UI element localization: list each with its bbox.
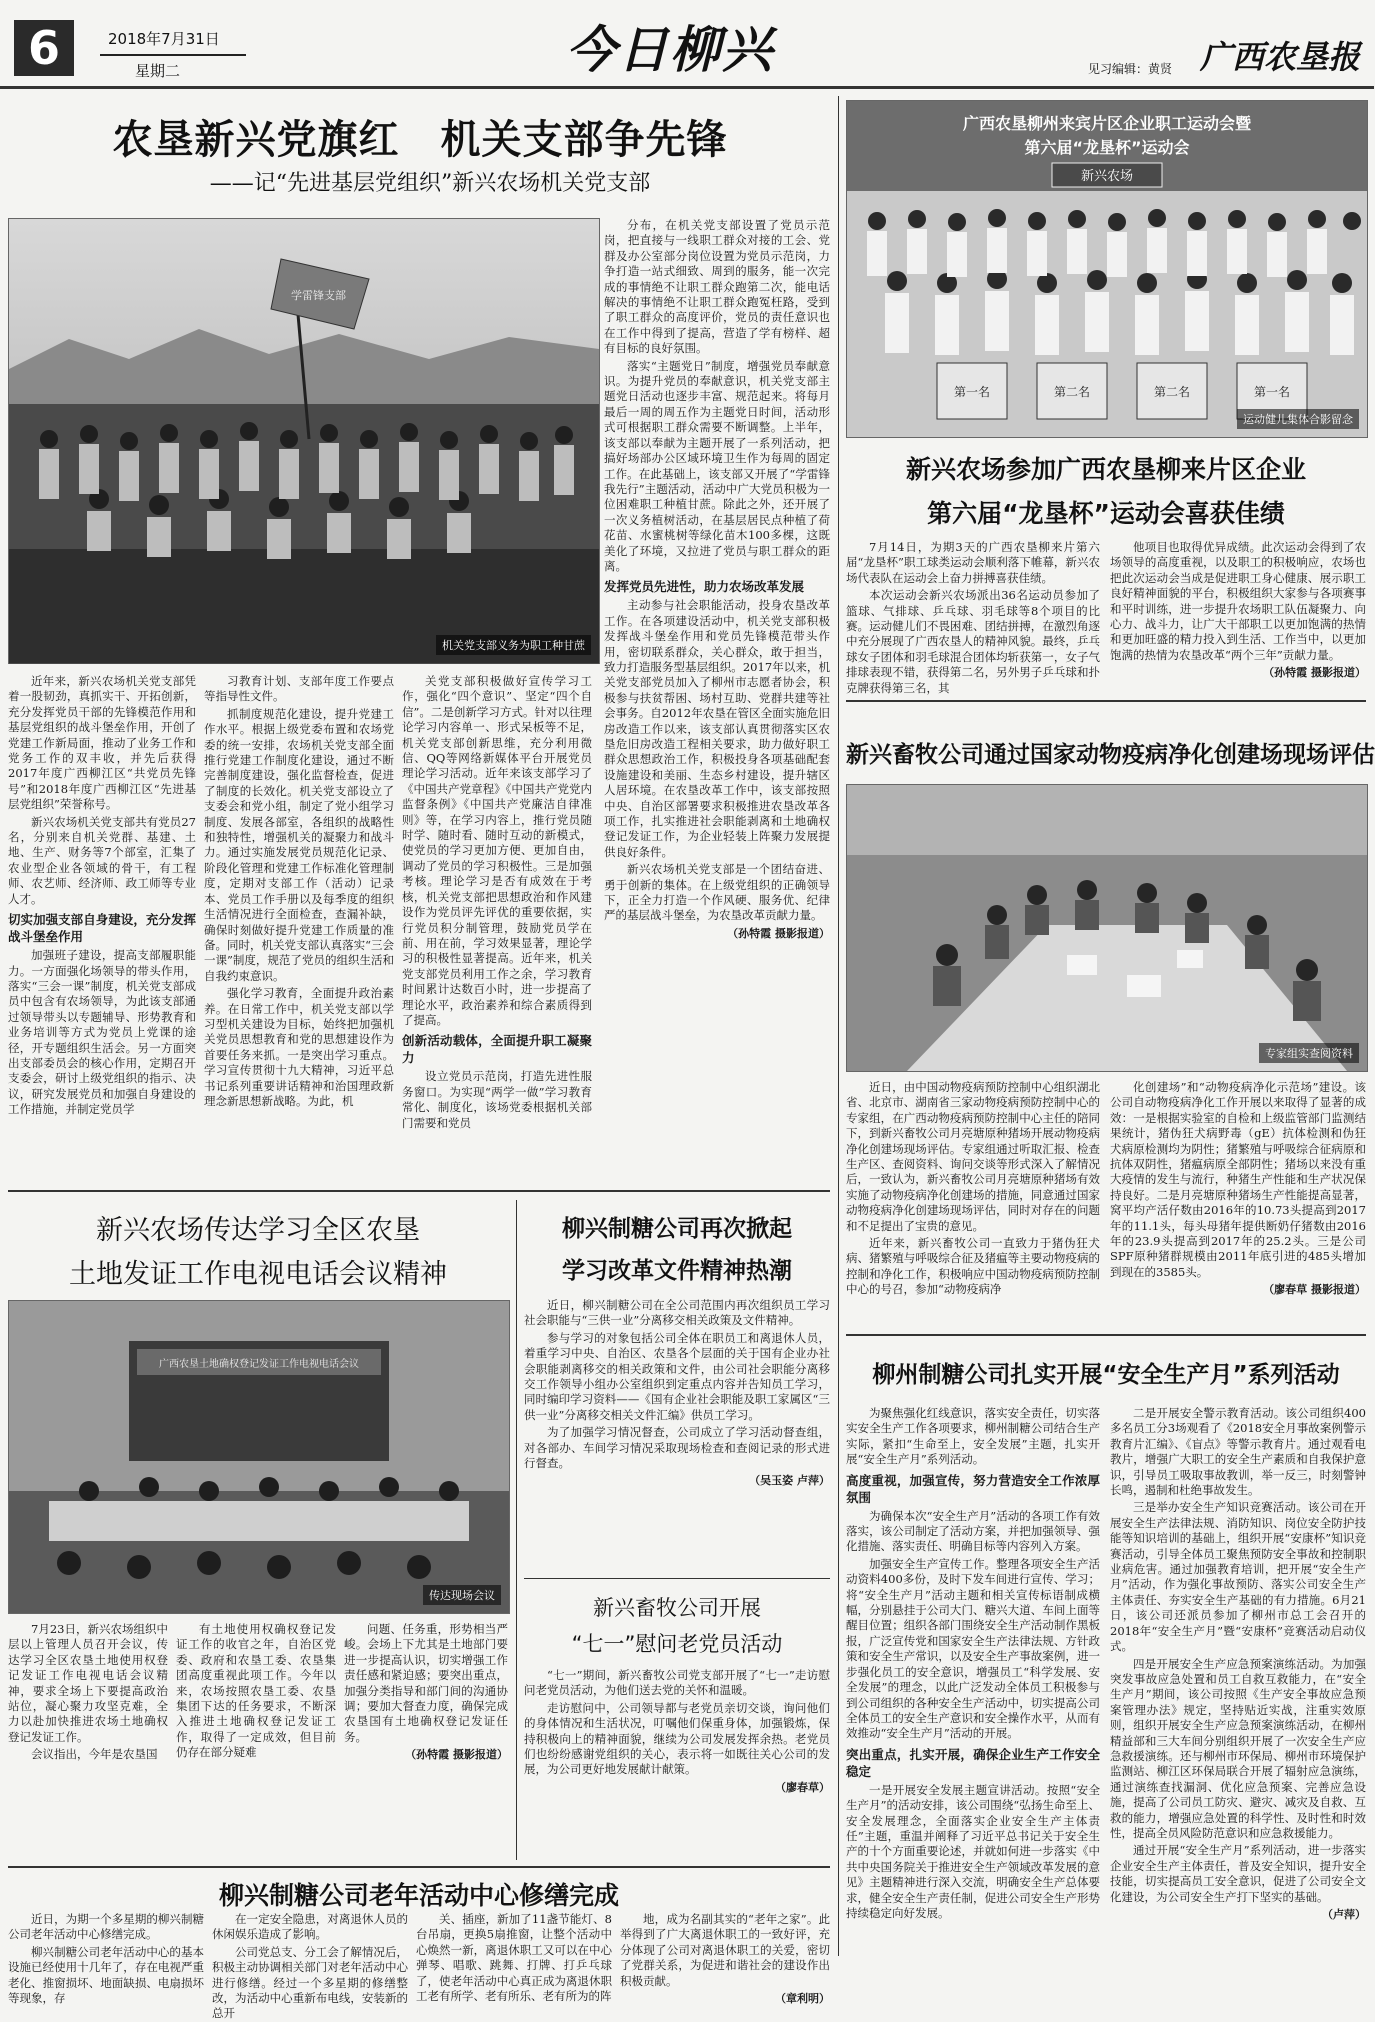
weekday: 星期二 bbox=[135, 62, 181, 80]
divider-vertical bbox=[838, 96, 839, 1956]
flag-text: 学雷锋支部 bbox=[291, 289, 346, 302]
paragraph: 二是开展安全警示教育活动。该公司组织400多名员工分3场观看了《2018安全月事故案例警示教育片汇编》、《盲点》等警示教育片。通过观看电教片，增强广大职工的安全生产素质和自我保护意识，引导员工吸取事故教训，举一反三，时刻警钟长鸣，遏制和杜绝事故发生。 bbox=[1110, 1406, 1366, 1498]
paragraph: 近年来，新兴畜牧公司一直致力于猪伪狂犬病、猪繁殖与呼吸综合征及猪瘟等主要动物疫病的控制和净化工作，积极响应中国动物疫病预防控制中心的号召，参加“动物疫病净 bbox=[846, 1236, 1100, 1297]
conference-photo bbox=[9, 1301, 509, 1613]
article6-title-line1: 新兴畜牧公司开展 bbox=[593, 1596, 761, 1620]
paragraph: 新兴农场机关党支部是一个团结奋进、勇于创新的集体。在上级党组织的正确领导下，正全力打造一个作风硬、服务优、纪律严的基层战斗堡垒，为农垦改革贡献力量。 bbox=[604, 862, 830, 923]
paragraph: 三是举办安全生产知识竞赛活动。该公司在开展安全生产法律法规、消防知识、岗位安全防护技能等知识培训的基础上，组织开展“安康杯”知识竞赛活动，引导全体员工聚焦预防安全事故和控制职业病危害。通过加强教育培训，把开展“安全生产月”活动，作为强化事故预防、落实公司安全生产主体责任、夯实安全生产基础的有力措施。6月21日，该公司还派员参加了柳州市总工会召开的2018年“安全生产月”暨“安康杯”竞赛活动启动仪式。 bbox=[1110, 1500, 1366, 1654]
article1-subtitle: ——记“先进基层党组织”新兴农场机关党支部 bbox=[209, 171, 651, 196]
paragraph: 加强班子建设，提高支部履职能力。一方面强化场领导的带头作用，落实“三会一课”制度，机关党支部成员中包含有农场领导，为此该支部通过领导带头以专题辅导、形势教育和业务培训等方式为党员上党课的途径，开专题组织生活会。另一方面突出支部委员会的核心作用，定期召开支委会，研讨上级党组织的指示、决议，研究发展党员和加强自身建设的工作措施，并制定党员学 bbox=[8, 948, 196, 1117]
photo-banner-line1: 广西农垦柳州来宾片区企业职工运动会暨 bbox=[962, 114, 1252, 133]
paragraph: 关、插座，新加了11盏节能灯、8台吊扇，更换5扇推窗，让整个活动中心焕然一新，离退休职工又可以在中心弹琴、唱歌、跳舞、打牌、打乒乓球了，使老年活动中心真正成为离退休职工老有所学、老有所乐、老有所为的阵 bbox=[416, 1912, 612, 2004]
article5-col1 bbox=[524, 1298, 830, 1572]
party-group-photo bbox=[9, 219, 599, 663]
paragraph: 分布，在机关党支部设置了党员示范岗，把直接与一线职工群众对接的工会、党群及办公室部分岗位设置为党员示范岗，力争打造一站式细致、周到的服务，能一次完成的事情绝不让职工群众跑第二次，能电话解决的事情绝不让职工群众跑冤枉路，受到了职工群众的高度评价，党员的责任意识也在工作中得到了提高，营造了学有榜样、超有目标的良好氛围。 bbox=[604, 218, 830, 356]
article8-col3 bbox=[416, 1912, 612, 2004]
article1-credit: （孙特霞 摄影报道） bbox=[727, 926, 830, 940]
paragraph: 近日，柳兴制糖公司在全公司范围内再次组织员工学习社会职能与“三供一业”分离移交相关政策及文件精神。 bbox=[524, 1298, 830, 1328]
paragraph: 本次运动会新兴农场派出36名运动员参加了篮球、气排球、乒乓球、羽毛球等8个项目的比赛。运动健儿们不畏困难、团结拼搏，在激烈角逐中充分展现了广西农垦人的精神风貌。最终，乒乓球女子团体和羽毛球混合团体均斩获第一，女子气排球表现不错，获得第二名，另外男子乒乓球和扑克牌获得第三名，其 bbox=[846, 588, 1100, 695]
divider-horizontal bbox=[8, 1866, 830, 1868]
article3-credit: （廖春草 摄影报道） bbox=[1263, 1283, 1366, 1297]
article2-col2 bbox=[1110, 540, 1366, 690]
article3-title: 新兴畜牧公司通过国家动物疫病净化创建场现场评估 bbox=[846, 742, 1375, 768]
issue-date: 2018年7月31日 bbox=[108, 30, 220, 48]
paragraph: 为聚焦强化红线意识，落实安全责任，切实落实安全生产工作各项要求，柳州制糖公司结合生产实际，紧扣“生命至上，安全发展”主题，扎实开展“安全生产月”系列活动。 bbox=[846, 1406, 1100, 1467]
article5-credit: （吴玉姿 卢萍） bbox=[749, 1474, 830, 1488]
date-divider bbox=[100, 54, 246, 56]
paragraph: 一是开展安全发展主题宣讲活动。按照“安全生产月”的活动安排，该公司围绕“弘扬生命至上、安全发展理念，全面落实企业安全生产主体责任”主题，重温并阐释了习近平总书记关于安全生产的十个方面重要论述，并就如何进一步落实《中共中央国务院关于推进安全生产领域改革发展的意见》主题精神进行深入交流，明确安全生产总体要求，健全安全生产责任制，促进公司安全生产形势持续稳定向好发展。 bbox=[846, 1782, 1100, 1920]
paragraph: 新兴农场机关党支部共有党员27名，分别来自机关党群、基建、土地、生产、财务等7个部室，汇集了农业型企业各领域的骨干，有工程师、农艺师、经济师、政工师等专业人才。 bbox=[8, 814, 196, 906]
photo-sign: 新兴农场 bbox=[1080, 169, 1134, 184]
article1-col3 bbox=[402, 674, 592, 1179]
divider-horizontal bbox=[846, 700, 1366, 702]
paragraph: 化创建场”和“动物疫病净化示范场”建设。该公司自动物疫病净化工作开展以来取得了显著的成效：一是根据实验室的自检和上级监管部门监测结果统计，猪伪狂犬病野毒（gE）抗体检测和伪狂犬病原检测均为阴性；猪繁殖与呼吸综合征病原和抗体双阴性，猪瘟病原全部阴性；猪场以来没有重大疫情的发生与流行，种猪生产性能和生产状况保持良好。二是月亮塘原种猪场生产性能提高显著，窝平均产活仔数由2016年的10.73头提高到2017年的11.1头，每头母猪年提供断奶仔猪数由2016年的23.9头提高到2017年的25.2头。三是公司SPF原种猪群规模由2011年底引进的485头增加到现在的3585头。 bbox=[1110, 1080, 1366, 1279]
section-title: 今日柳兴 bbox=[566, 20, 774, 79]
divider-horizontal bbox=[846, 1334, 1366, 1336]
article2-photo bbox=[846, 100, 1368, 438]
award-plaque-2: 第二名 bbox=[1053, 385, 1091, 399]
paragraph: 问题、任务重，形势相当严峻。会场上下尤其是土地部门要进一步提高认识，切实增强工作责任感和紧迫感；要突出重点，加强分类指导和部门间的沟通协调；要加大督查力度，确保完成农垦国有土地确权登记发证任务。 bbox=[344, 1622, 508, 1744]
paragraph: “七一”期间，新兴畜牧公司党支部开展了“七一”走访慰问老党员活动，为他们送去党的关怀和温暖。 bbox=[524, 1668, 830, 1698]
paragraph: 通过开展“安全生产月”系列活动，进一步落实企业安全生产主体责任，普及安全知识，提升安全技能，切实提高员工安全意识，促进了公司安全文化建设，为公司安全生产打下坚实的基础。 bbox=[1110, 1843, 1366, 1904]
article4-col3 bbox=[344, 1622, 508, 1862]
article1-title: 农垦新兴党旗红 机关支部争先锋 bbox=[112, 117, 728, 163]
article2-photo-caption: 运动健儿集体合影留念 bbox=[1237, 409, 1359, 429]
paragraph: 关党支部积极做好宣传学习工作，强化“四个意识”、坚定“四个自信”。二是创新学习方式。针对以往理论学习内容单一、形式呆板等不足，机关党支部创新思维，充分利用微信、QQ等网络新媒体平台开展党员理论学习活动。近年来该支部学习了《中国共产党章程》《中国共产党党内监督条例》《中国共产党廉洁自律准则》等，在学习内容上，推行党员随时学、随时看、随时互动的新模式，使党员的学习更加方便、更加自由，调动了党员的学习积极性。三是加强考核。理论学习是否有成效在于考核，机关党支部把思想政治和作风建设作为党员评先评优的重要依据，实行党员积分制管理，鼓励党员学在前、用在前，学习效果显著，理论学习的积极性显著提高。近年来，机关党支部党员利用工作之余，学习教育时间累计达数百小时，进一步提高了理论水平，政治素养和综合素质得到了提高。 bbox=[402, 674, 592, 1027]
article5-title-line2: 学习改革文件精神热潮 bbox=[562, 1258, 792, 1284]
paragraph: 走访慰问中，公司领导都与老党员亲切交谈，询问他们的身体情况和生活状况，叮嘱他们保重身体，加强锻炼，保持积极向上的精神面貌，继续为公司发展发挥余热。老党员们也纷纷感谢党组织的关心，表示将一如既往关心公司的发展，为公司更好地发展献计献策。 bbox=[524, 1700, 830, 1777]
article4-photo bbox=[8, 1300, 510, 1614]
article1-photo bbox=[8, 218, 600, 664]
article1-subheading-1: 切实加强支部自身建设，充分发挥战斗堡垒作用 bbox=[8, 912, 196, 945]
paragraph: 强化学习教育，全面提升政治素养。在日常工作中，机关党支部以学习型机关建设为目标，始终把加强机关党员思想教育和党的思想建设作为首要任务来抓。一是突出学习重点。学习宣传贯彻十九大精神，习近平总书记系列重要讲话精神和治国理政新理念新思想新战略。为此，机 bbox=[204, 986, 394, 1108]
article8-col4 bbox=[620, 1912, 830, 2006]
photo-banner-line2: 第六届“龙垦杯”运动会 bbox=[1024, 138, 1190, 157]
divider-horizontal bbox=[524, 1578, 830, 1579]
article1-col2 bbox=[204, 674, 394, 1179]
article7-col2 bbox=[1110, 1406, 1366, 1960]
article4-photo-caption: 传达现场会议 bbox=[423, 1585, 501, 1605]
paragraph: 为确保本次“安全生产月”活动的各项工作有效落实，该公司制定了活动方案，并把加强领导、强化措施、落实责任、明确目标等内容列入方案。 bbox=[846, 1508, 1100, 1554]
divider-vertical bbox=[516, 1200, 517, 1860]
paragraph: 柳兴制糖公司老年活动中心的基本设施已经使用十几年了，存在电视严重老化、推窗损坏、地面缺损、电扇损坏等现象，存 bbox=[8, 1944, 204, 2006]
meeting-room-photo bbox=[847, 785, 1367, 1071]
paragraph: 抓制度规范化建设，提升党建工作水平。根据上级党委布置和农场党委的统一安排，农场机关党支部全面推行党建工作制度化建设，通过不断完善制度建设，强化监督检查，促进了制度的长效化。机关党支部设立了支委会和党小组，制定了党小组学习制度、发展各部室，各组织的战略性和独特性，增强机关的凝聚力和战斗力。通过实施发展党员规范化记录、阶段化管理和党建工作标准化管理制度，定期对支部工作（活动）记录本、党员工作手册以及每季度的组织生活情况进行全面检查，查漏补缺，确保时刻做好提升党建工作质量的准备。同时，机关党支部认真落实“三会一课”制度，规范了党员的组织生活和自我约束意识。 bbox=[204, 706, 394, 983]
article1-col4 bbox=[604, 218, 830, 1184]
paragraph: 参与学习的对象包括公司全体在职员工和离退休人员，着重学习中央、自治区、农垦各个层面的关于国有企业办社会职能剥离移交的相关政策和文件，由公司社会职能分离移交工作领导小组办公室组织到定重点内容并告知员工学习，同时编印学习资料——《国有企业社会职能及职工家属区“三供一业”分离移交相关文件汇编》供员工学习。 bbox=[524, 1330, 830, 1422]
article5-title-line1: 柳兴制糖公司再次掀起 bbox=[562, 1216, 792, 1242]
masthead-rule bbox=[0, 86, 1374, 89]
article7-subheading-2: 突出重点，扎实开展，确保企业生产工作安全稳定 bbox=[846, 1746, 1100, 1779]
divider-horizontal bbox=[8, 1190, 830, 1192]
article8-col2 bbox=[212, 1912, 408, 2021]
article3-photo bbox=[846, 784, 1368, 1072]
paper-name: 广西农垦报 bbox=[1200, 38, 1361, 76]
article4-col1 bbox=[8, 1622, 168, 1862]
paragraph: 近日，为期一个多星期的柳兴制糖公司老年活动中心修缮完成。 bbox=[8, 1912, 204, 1942]
article7-title: 柳州制糖公司扎实开展“安全生产月”系列活动 bbox=[872, 1362, 1340, 1388]
article7-credit: （卢萍） bbox=[1322, 1908, 1366, 1921]
masthead bbox=[0, 0, 1374, 86]
article4-title-line2: 土地发证工作电视电话会议精神 bbox=[69, 1259, 447, 1290]
article2-title-line1: 新兴农场参加广西农垦柳来片区企业 bbox=[905, 455, 1306, 484]
article3-col1 bbox=[846, 1080, 1100, 1326]
paragraph: 主动参与社会职能活动，投身农垦改革工作。在各项建设活动中，机关党支部积极发挥战斗堡垒作用和党员先锋模范带头作用，密切联系群众，关心群众，敢于担当，致力打造服务型基层组织。2017年以来，机关党支部党员加入了柳州市志愿者协会，积极参与扶贫帮困、场村互助、党群共建等社会事务。自2012年农垦在管区全面实施危旧房改造工作以来，该支部认真贯彻落实区农垦危旧房改造工程相关要求，助力做好职工群众思想政治工作，积极投身各项基础配套设施建设和美丽、生态乡村建设，提升辖区人居环境。在农垦改革工作中，该支部按照中央、自治区部署要求积极推进农垦改革各项工作，扎实推进社会职能剥离和土地确权登记发证工作，为企业轻装上阵聚力发展提供良好条件。 bbox=[604, 598, 830, 859]
article7-col1 bbox=[846, 1406, 1100, 1960]
article2-credit: （孙特霞 摄影报道） bbox=[1263, 666, 1366, 680]
award-plaque-4: 第一名 bbox=[1253, 385, 1291, 399]
paragraph: 7月23日，新兴农场组织中层以上管理人员召开会议，传达学习全区农垦土地使用权登记发证工作电视电话会议精神，要求全场上下要提高政治站位，凝心聚力攻坚克难，全力以赴加快推进农场土地确权登记发证工作。 bbox=[8, 1622, 168, 1744]
paragraph: 设立党员示范岗，打造先进性服务窗口。为实现“两学一做”学习教育常化、制度化，该场党委根据机关部门需要和党员 bbox=[402, 1069, 592, 1130]
editor-credit: 见习编辑：黄贤 bbox=[1088, 62, 1173, 76]
article7-subheading-1: 高度重视，加强宣传，努力营造安全工作浓厚氛围 bbox=[846, 1472, 1100, 1505]
paragraph: 他项目也取得优异成绩。此次运动会得到了农场领导的高度重视，以及职工的积极响应，农场也把此次运动会当成是促进职工身心健康、展示职工良好精神面貌的平台，积极组织大家参与各项赛事和平时训练，进一步提升农场职工队伍凝聚力、向心力、战斗力，让广大干部职工以更加饱满的热情和更加旺盛的精力投入到生活、工作当中，以更加饱满的热情为农垦改革“两个三年”贡献力量。 bbox=[1110, 540, 1366, 662]
screen-text: 广西农垦土地确权登记发证工作电视电话会议 bbox=[159, 1359, 359, 1370]
article8-col1 bbox=[8, 1912, 204, 2006]
paragraph: 四是开展安全生产应急预案演练活动。为加强突发事故应急处置和员工自救互救能力，在“安全生产月”期间，该公司按照《生产安全事故应急预案管理办法》规定，坚持贴近实战，注重实效原则，组织开展安全生产应急预案演练活动，在柳州精益部和三大车间分别组织开展了一次安全生产应急救援演练。还与柳州市环保局、柳州市环境保护监测站、柳江区环保局联合开展了辐射应急演练，通过演练查找漏洞、优化应急预案、完善应急设施，提高了公司员工防灾、避灾、减灾及自救、互救的能力，增强应急处置的科学性、及时性和时效性，提高全员风险防范意识和应急救援能力。 bbox=[1110, 1656, 1366, 1840]
paragraph: 落实“主题党日”制度，增强党员奉献意识。为提升党员的奉献意识，机关党支部主题党日活动也逐步丰富、规范起来。将每月最后一周的周五作为主题党日时间，活动形式可根据职工群众需要不断调整。上半年，该支部以奉献为主题开展了一系列活动，把搞好场部办公区域环境卫生作为每周的固定工作。在此基础上，该支部又开展了“学雷锋我先行”主题活动，活动中广大党员积极为一位困难职工种植甘蔗。除此之外，还开展了一次义务植树活动，在基层居民点种植了荷花苗、水蜜桃树等绿化苗木100多棵，这既美化了环境，又拉进了党员与职工群众的距离。 bbox=[604, 358, 830, 573]
paragraph: 习教育计划、支部年度工作要点等指导性文件。 bbox=[204, 674, 394, 704]
article1-photo-caption: 机关党支部义务为职工种甘蔗 bbox=[436, 635, 591, 655]
article8-title: 柳兴制糖公司老年活动中心修缮完成 bbox=[218, 1881, 619, 1910]
article1-subheading-2: 创新活动载体，全面提升职工凝聚力 bbox=[402, 1033, 592, 1066]
paragraph: 地，成为名副其实的“老年之家”。此举得到了广大离退休职工的一致好评，充分体现了公司对离退休职工的关爱，密切了党群关系，为促进和谐社会的建设作出积极贡献。 bbox=[620, 1912, 830, 1988]
paragraph: 会议指出，今年是农垦国 bbox=[31, 1747, 158, 1762]
paragraph: 7月14日，为期3天的广西农垦柳来片第六届“龙垦杯”职工球类运动会顺利落下帷幕，新兴农场代表队在运动会上奋力拼搏喜获佳绩。 bbox=[846, 540, 1100, 585]
article2-col1 bbox=[846, 540, 1100, 695]
award-plaque-1: 第一名 bbox=[953, 385, 991, 399]
paragraph: 公司党总支、分工会了解情况后，积极主动协调相关部门对老年活动中心进行修缮。经过一个多星期的修缮整改，为活动中心重新布电线，安装新的总开 bbox=[212, 1944, 408, 2021]
article4-title-line1: 新兴农场传达学习全区农垦 bbox=[96, 1215, 420, 1246]
page-number: 6 bbox=[14, 20, 74, 76]
article8-credit: （章利明） bbox=[775, 1992, 830, 2006]
article6-title-line2: “七一”慰问老党员活动 bbox=[571, 1632, 783, 1656]
paragraph: 近日，由中国动物疫病预防控制中心组织湖北省、北京市、湖南省三家动物疫病预防控制中心的专家组，在广西动物疫病预防控制中心主任的陪同下，到新兴畜牧公司月亮塘原种猪场开展动物疫病净化创建场现场评估。专家组通过听取汇报、检查生产区、查阅资料、询问交谈等形式深入了解情况后，一致认为，新兴畜牧公司月亮塘原种猪场有效实施了动物疫病净化创建场的措施，同意通过国家动物疫病净化创建场现场评估，同时对存在的问题和不足提出了宝贵的意见。 bbox=[846, 1080, 1100, 1233]
paragraph: 加强安全生产宣传工作。整理各项安全生产活动资料400多份，及时下发车间进行宣传、学习；将“安全生产月”活动主题和相关宣传标语制成横幅，分别悬挂于公司大门、糖兴大道、车间上面等醒目位置；组织各部门围绕安全生产活动制作黑板报，广泛宣传党和国家安全生产法律法规、方针政策和安全生产常识，以及安全生产事故案例，进一步强化员工的安全意识，增强员工“科学发展、安全发展”的理念，以此广泛发动全体员工积极参与到公司组织的各种安全生产活动中，切实提高公司全体员工的安全生产意识和安全操作水平，从而有效推动“安全生产月”活动的开展。 bbox=[846, 1556, 1100, 1741]
award-plaque-3: 第二名 bbox=[1153, 385, 1191, 399]
article1-subheading-3: 发挥党员先进性，助力农场改革发展 bbox=[604, 579, 805, 595]
article4-credit: （孙特霞 摄影报道） bbox=[405, 1748, 508, 1762]
article2-title-line2: 第六届“龙垦杯”运动会喜获佳绩 bbox=[927, 499, 1285, 528]
article3-photo-caption: 专家组实查阅资料 bbox=[1259, 1043, 1359, 1063]
article6-credit: （廖春草） bbox=[775, 1780, 830, 1794]
article1-col1 bbox=[8, 674, 196, 1179]
paragraph: 为了加强学习情况督查，公司成立了学习活动督查组，对各部办、车间学习情况采取现场检查和查阅记录的形式进行督查。 bbox=[524, 1425, 830, 1471]
article4-col2 bbox=[176, 1622, 336, 1862]
paragraph: 在一定安全隐患，对离退休人员的休闲娱乐造成了影响。 bbox=[212, 1912, 408, 1942]
article3-col2 bbox=[1110, 1080, 1366, 1326]
sports-group-photo bbox=[847, 101, 1367, 437]
paragraph: 近年来，新兴农场机关党支部凭着一股韧劲，真抓实干、开拓创新，充分发挥党员干部的先锋模范作用和基层党组织的战斗堡垒作用，开创了党建工作新局面，推动了业务工作和党务工作的双丰收，并先后获得2017年度广西柳江区“共党员先锋号”和2018年度广西柳江区“先进基层党组织”荣誉称号。 bbox=[8, 674, 196, 812]
paragraph: 有土地使用权确权登记发证工作的收官之年，自治区党委、政府和农垦工委、农垦集团高度重视此项工作。今年以来，农场按照农垦工委、农垦集团下达的任务要求，不断深入推进土地确权登记发证工作，取得了一定成效，但目前仍存在部分疑难 bbox=[176, 1622, 336, 1760]
article6-col1 bbox=[524, 1668, 830, 1862]
